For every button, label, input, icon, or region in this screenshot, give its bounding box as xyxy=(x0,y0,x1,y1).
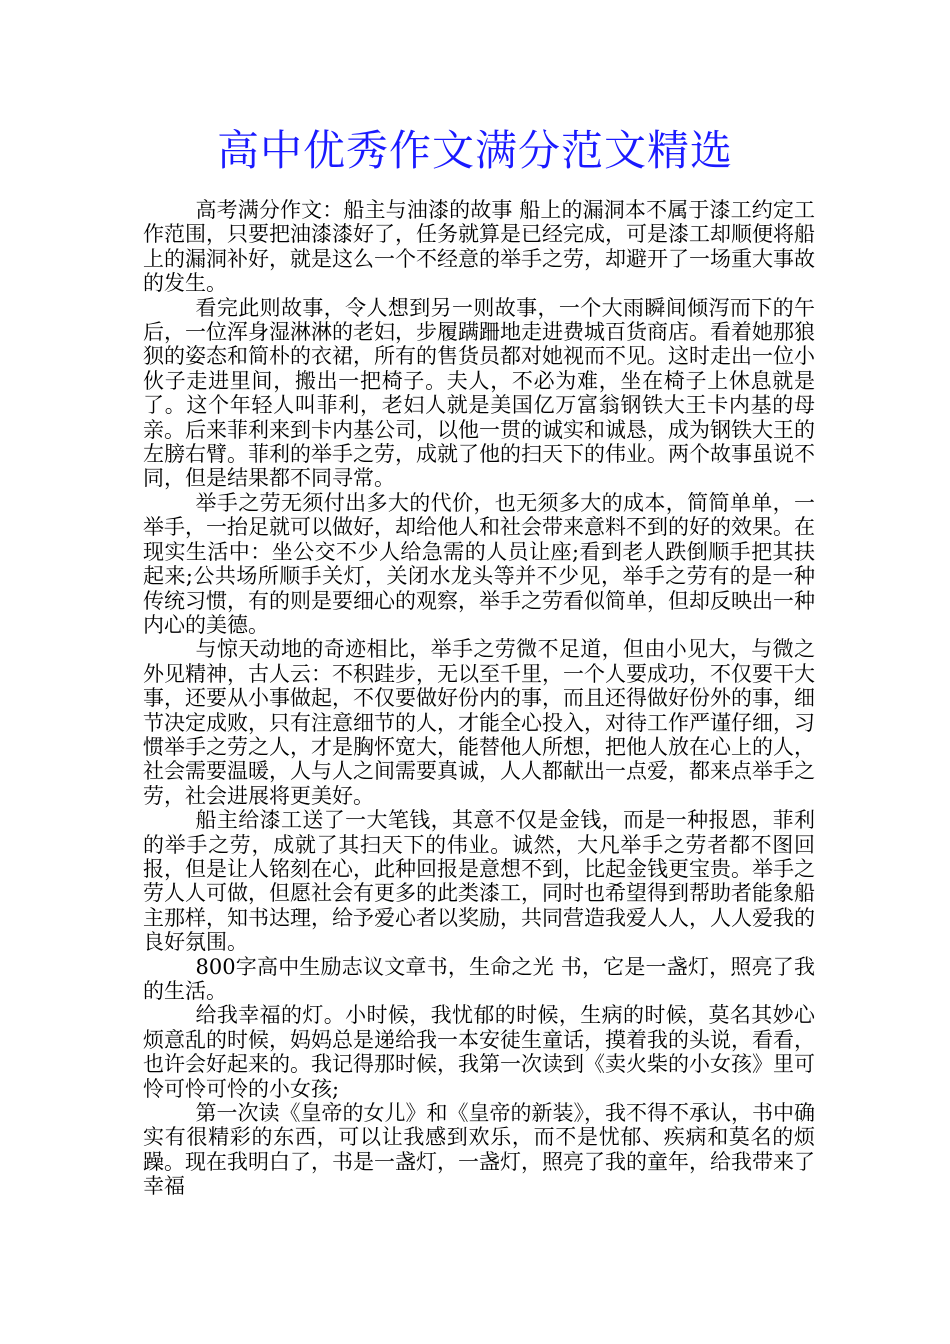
paragraph: 与惊天动地的奇迹相比，举手之劳微不足道，但由小见大，与微之外见精神，古人云：不积跬步，无以至千里，一个人要成功，不仅要干大事，还要从小事做起，不仅要做好份内的事，而且还得做好份外的事，细节决定成败，只有注意细节的人，才能全心投入，对待工作严谨仔细，习惯举手之劳之人，才是胸怀宽大，能替他人所想，把他人放在心上的人，社会需要温暖，人与人之间需要真诚，人人都献出一点爱，都来点举手之劳，社会进展将更美好。 xyxy=(143,637,815,808)
page-title: 高中优秀作文满分范文精选 xyxy=(216,126,733,175)
paragraph: 举手之劳无须付出多大的代价，也无须多大的成本，简简单单，一举手，一抬足就可以做好，却给他人和社会带来意料不到的好的效果。在现实生活中：坐公交不少人给急需的人员让座;看到老人跌倒顺手把其扶起来;公共场所顺手关灯，关闭水龙头等并不少见，举手之劳有的是一种传统习惯，有的则是要细心的观察，举手之劳看似简单，但却反映出一种内心的美德。 xyxy=(143,490,815,637)
paragraph: 给我幸福的灯。小时候，我忧郁的时候，生病的时候，莫名其妙心烦意乱的时候，妈妈总是递给我一本安徒生童话，摸着我的头说，看看，也许会好起来的。我记得那时候，我第一次读到《卖火柴的小女孩》里可怜可怜可怜的小女孩; xyxy=(143,1003,815,1101)
paragraph: 船主给漆工送了一大笔钱，其意不仅是金钱，而是一种报恩，菲利的举手之劳，成就了其扫天下的伟业。诚然，大凡举手之劳者都不图回报，但是让人铭刻在心，此种回报是意想不到，比起金钱更宝贵。举手之劳人人可做，但愿社会有更多的此类漆工，同时也希望得到帮助者能象船主那样，知书达理，给予爱心者以奖励，共同营造我爱人人，人人爱我的良好氛围。 xyxy=(143,808,815,955)
paragraph: 800字高中生励志议文章书，生命之光 书，它是一盏灯，照亮了我的生活。 xyxy=(143,954,815,1003)
paragraph: 看完此则故事，令人想到另一则故事，一个大雨瞬间倾泻而下的午后，一位浑身湿淋淋的老妇，步履蹒跚地走进费城百货商店。看着她那狼狈的姿态和简朴的衣裙，所有的售货员都对她视而不见。这时走出一位小伙子走进里间，搬出一把椅子。夫人，不必为难，坐在椅子上休息就是了。这个年轻人叫菲利，老妇人就是美国亿万富翁钢铁大王卡内基的母亲。后来菲利来到卡内基公司，以他一贯的诚实和诚恳，成为钢铁大王的左膀右臂。菲利的举手之劳，成就了他的扫天下的伟业。两个故事虽说不同，但是结果都不同寻常。 xyxy=(143,295,815,491)
paragraph: 高考满分作文：船主与油漆的故事 船上的漏洞本不属于漆工约定工作范围，只要把油漆漆好了，任务就算是已经完成，可是漆工却顺便将船上的漏洞补好，就是这么一个不经意的举手之劳，却避开了一场重大事故的发生。 xyxy=(143,198,815,296)
article-body xyxy=(143,198,815,1199)
paragraph: 第一次读《皇帝的女儿》和《皇帝的新装》，我不得不承认，书中确实有很精彩的东西，可以让我感到欢乐，而不是忧郁、疾病和莫名的烦躁。现在我明白了，书是一盏灯，一盏灯，照亮了我的童年，给我带来了幸福 xyxy=(143,1101,815,1199)
